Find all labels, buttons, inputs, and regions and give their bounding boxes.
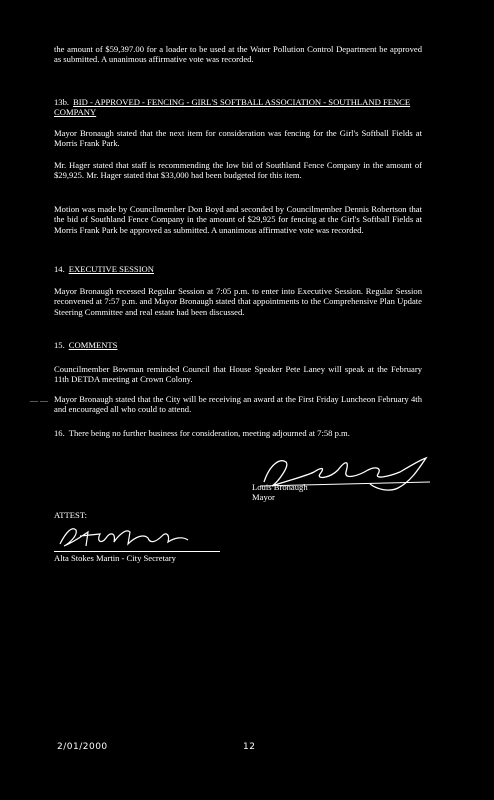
page-number: 12: [243, 742, 256, 752]
mayor-signature-block: [252, 482, 308, 503]
section-title: COMMENTS: [68, 340, 118, 350]
section-13b-heading: [54, 97, 434, 118]
section-number: 14.: [54, 264, 65, 274]
adjourn-text: There being no further business for consideration, meeting adjourned at 7:58 p.m.: [68, 428, 350, 438]
paragraph-award-luncheon: Mayor Bronaugh stated that the City will be receiving an award at the First Friday Luncheon February 4th and encouraged all who could to attend.: [54, 394, 422, 415]
paragraph-fencing-motion: Motion was made by Councilmember Don Boyd and seconded by Councilmember Dennis Robertson that the bid of Southland Fence Company in the amount of $29,925 for fencing at the Girl's Softball Fields at Morris Frank Park be approved as submitted. A unanimous affirmative vote was recorded.: [54, 204, 422, 235]
paragraph-bowman-comment: Councilmember Bowman reminded Council that House Speaker Pete Laney will speak at the February 11th DETDA meeting at Crown Colony.: [54, 364, 422, 385]
paragraph-loader-approval: the amount of $59,397.00 for a loader to be used at the Water Pollution Control Department be approved as submitted. A unanimous affirmative vote was recorded.: [54, 44, 422, 65]
section-number: 13b.: [54, 97, 70, 107]
section-15-heading: [54, 340, 434, 350]
paragraph-staff-recommendation: Mr. Hager stated that staff is recommending the low bid of Southland Fence Company in the amount of $29,925. Mr. Hager stated that $33,000 had been budgeted for this item.: [54, 160, 422, 181]
section-number: 16.: [54, 428, 65, 438]
mayor-name: Louis Bronaugh: [252, 482, 308, 492]
mayor-title: Mayor: [252, 492, 275, 503]
footer-date: 2/01/2000: [57, 742, 108, 752]
section-title: EXECUTIVE SESSION: [68, 264, 154, 274]
section-title: BID - APPROVED - FENCING - GIRL'S SOFTBALL ASSOCIATION - SOUTHLAND FENCE COMPANY: [54, 97, 411, 118]
section-number: 15.: [54, 340, 65, 350]
secretary-name: Alta Stokes Martin - City Secretary: [54, 553, 176, 563]
attest-label: ATTEST:: [54, 510, 87, 520]
paragraph-fencing-item: Mayor Bronaugh stated that the next item for consideration was fencing for the Girl's Softball Fields at Morris Frank Park.: [54, 128, 422, 149]
section-14-heading: [54, 264, 434, 274]
signature-line: [54, 551, 220, 552]
section-16-adjourn: [54, 428, 422, 438]
secretary-signature: [56, 522, 206, 552]
paragraph-executive-session: Mayor Bronaugh recessed Regular Session at 7:05 p.m. to enter into Executive Session. Regular Session reconvened at 7:57 p.m. and Mayor Bronaugh stated that appointments to the Comprehensive Plan Update Steering Committee and real estate had been discussed.: [54, 286, 422, 317]
margin-mark: — —: [30, 396, 48, 405]
